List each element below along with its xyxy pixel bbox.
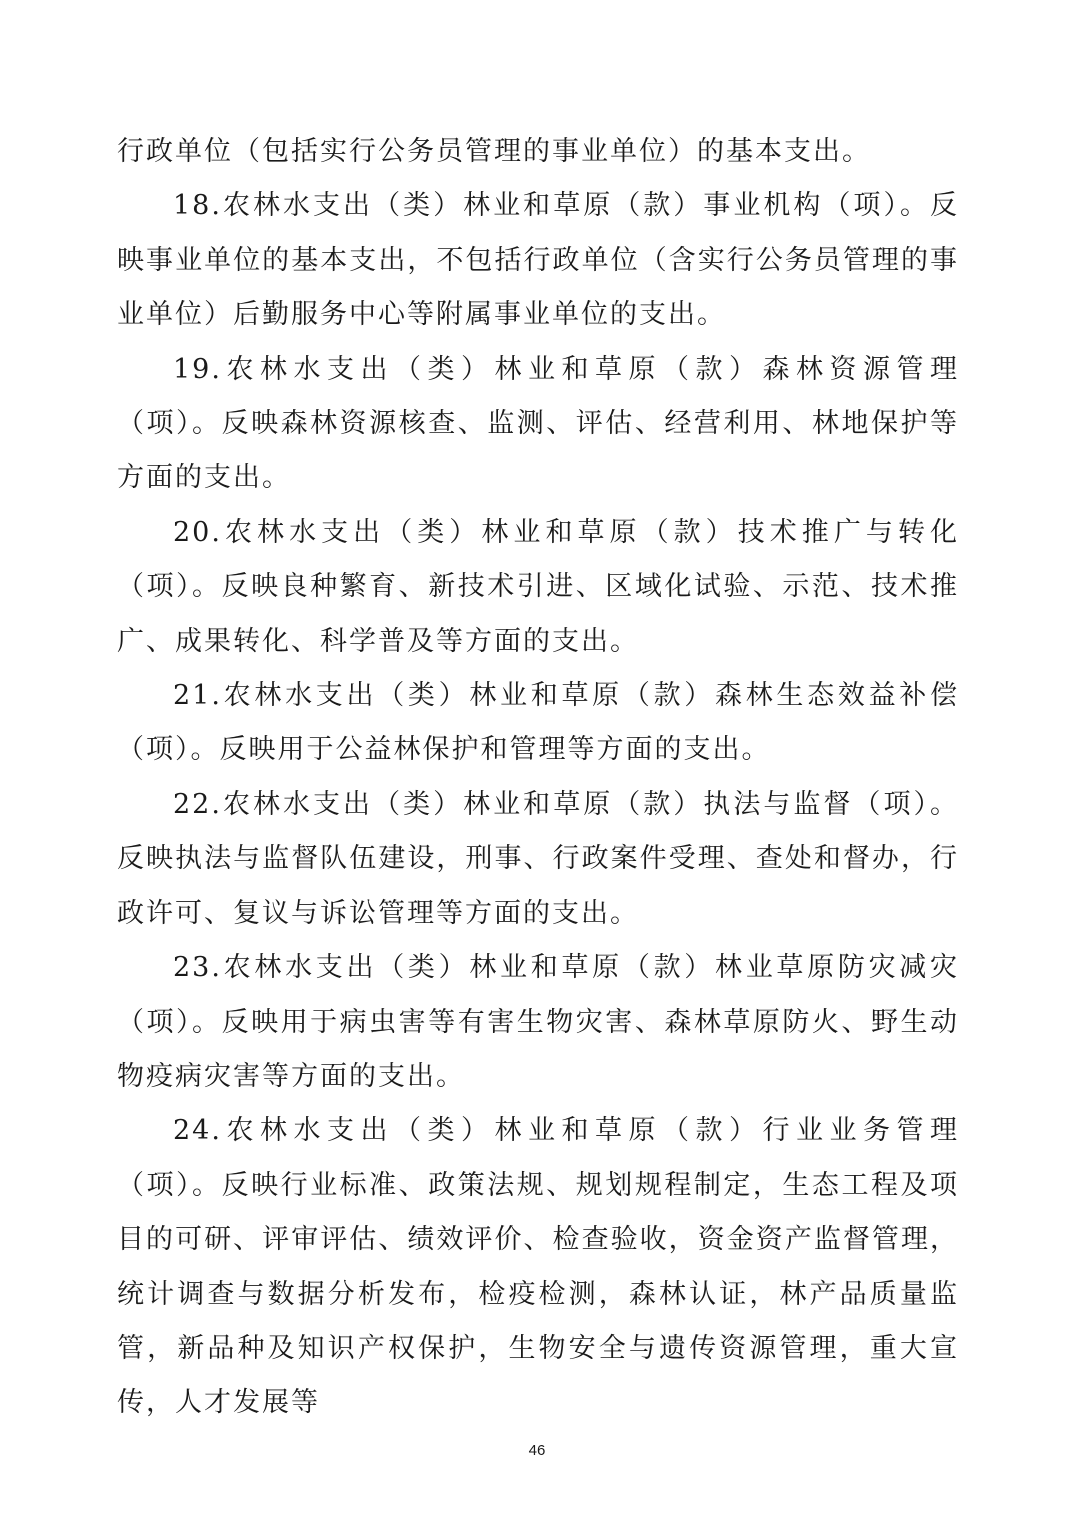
paragraph-item-24: 24.农林水支出（类）林业和草原（款）行业业务管理（项）。反映行业标准、政策法规、规划规程制定，生态工程及项目的可研、评审评估、绩效评价、检查验收，资金资产监督管理，统计调查与数据分析发布，检疫检测，森林认证，林产品质量监管，新品种及知识产权保护，生物安全与遗传资源管理，重大宣传，人才发展等 [117,1115,959,1419]
paragraph-item-21: 21.农林水支出（类）林业和草原（款）森林生态效益补偿（项）。反映用于公益林保护和管理等方面的支出。 [117,680,959,766]
paragraph-item-19: 19.农林水支出（类）林业和草原（款）森林资源管理（项）。反映森林资源核查、监测、评估、经营利用、林地保护等方面的支出。 [117,353,959,494]
paragraph-item-20: 20.农林水支出（类）林业和草原（款）技术推广与转化（项）。反映良种繁育、新技术引进、区域化试验、示范、技术推广、成果转化、科学普及等方面的支出。 [117,516,959,657]
paragraph-item-23: 23.农林水支出（类）林业和草原（款）林业草原防灾减灾（项）。反映用于病虫害等有害生物灾害、森林草原防火、野生动物疫病灾害等方面的支出。 [117,952,959,1092]
page-number: 46 [528,1442,546,1459]
body-text [117,125,959,1431]
paragraph-item-22: 22.农林水支出（类）林业和草原（款）执法与监督（项）。反映执法与监督队伍建设，刑事、行政案件受理、查处和督办，行政许可、复议与诉讼管理等方面的支出。 [117,788,959,929]
paragraph-continuation: 行政单位（包括实行公务员管理的事业单位）的基本支出。 [117,136,871,167]
paragraph-item-18: 18.农林水支出（类）林业和草原（款）事业机构（项）。反映事业单位的基本支出，不包括行政单位（含实行公务员管理的事业单位）后勤服务中心等附属事业单位的支出。 [117,190,959,331]
